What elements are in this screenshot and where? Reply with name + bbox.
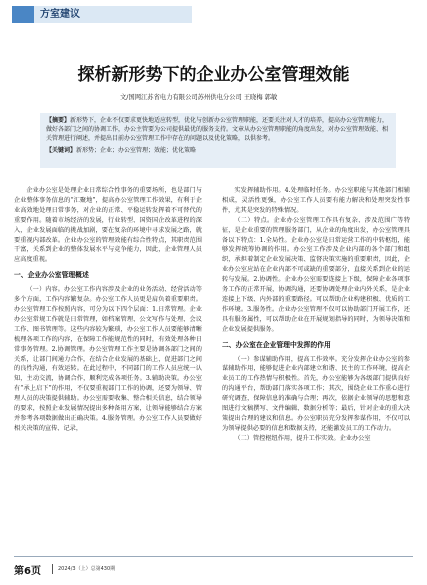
left-column — [14, 186, 202, 434]
keywords-text: 新形势；企业；办公室管理；效能；优化策略 — [76, 147, 197, 154]
abstract — [46, 116, 390, 143]
keywords-label: 【关键词】 — [46, 147, 77, 154]
article-title: 探析新形势下的企业办公室管理效能 — [77, 65, 350, 85]
article-authors: 文/国网江苏省电力有限公司苏州供电分公司 王晓梅 郭敏 — [120, 94, 278, 101]
right-column — [222, 186, 410, 444]
section-tag — [12, 6, 192, 23]
paragraph: （一）内容。办公室工作内容涉及企业的业务活动、经营活动等多个方面，工作内容繁复杂。办公室工作人员更是肩负着重要职责。办公室管理工作按照内容，可分为以下四个层面：1.日常管理。企业办公室常规工作就是日常管理，如档案管理、公文写作与处理、会议工作、图书管理等。这些内容较为繁琐，办公室工作人员要能够清晰梳理各项工作的内容，在保障工作能规范性的同时，有效处理各种日常事务管理。2.协调管理。办公室管理工作主要是协调各部门之间的关系，让部门间通力合作，在结合企业发展的基础上，促进部门之间的良性沟通，有效运转。在此过程中，不同部门的工作人员应统一认知，主动交流，协调合作，顺利完成各项任务。3.辅助决策。办公室有“承上启下”的作用，不仅要重视部门工作的协调，还要为领导、管理人员的决策提供辅助。办公室需要收集、整合相关信息，结合领导的要求，按照企业发展情况提出多种备用方案，让领导能够结合方案并参考各项数据做出正确决策。4.服务管理。办公室工作人员要做好相关决策的宣传、记录， — [14, 286, 202, 432]
paragraph: （二）管控枢纽作用，提升工作实效。企业办公室 — [234, 434, 371, 442]
section-heading: 一、企业办公室管理概述 — [14, 271, 89, 280]
abstract-text: 新形势下，企业不仅要求更快地适应转型，优化与创新办公室管理职能，还要关注对人才的培养，提高办公室管理能力，做好各部门之间的协调工作，办公主管要为公司提供最优的服务支持。文章从办公室管理职能的角度出发，对办公室管理效能、相关管理进行阐述，并提出目前办公室管理工作中存在的问题以及优化策略，以供参考。 — [46, 117, 389, 142]
section-heading: 二、办公室在企业管理中发挥的作用 — [222, 340, 331, 349]
paragraph: （二）特点。企业办公室管理工作具有复杂、涉及范围广等特征，是企业重要的管理服务部门，从企业的角度出发，办公室管理具备以下特点：1.全局性。企业办公室是日常运营工作的中转枢纽，能够发挥统筹协调的作用。办公室工作涉及企业内部的各个部门和组织，承担着制定企业发展决策、监督决策实施的重要职责，因此，企业办公室应站在企业内部不可或缺的重要部分，直接关系到企业的运转与发展。2.协调性。企业办公室需要连接上下级，保障企业各项事务工作的正常开展，协调沟通，还要协调处理企业内外关系，是企业连接上下级、内外部的重要路径。可以帮助企业构建积极、优质的工作环境。3.服务性。企业办公室管理不仅可以协助部门开展工作，还具有服务属性，可以帮助企业在开展规划指导的同时，为领导决策和企业发展提供服务。 — [222, 216, 410, 333]
page-number: 第6页 — [14, 566, 41, 577]
abstract-box — [40, 113, 396, 168]
footer-divider — [14, 556, 413, 557]
footer-separator — [52, 564, 53, 574]
abstract-label: 【摘要】 — [46, 117, 71, 124]
paragraph: （一）参谋辅助作用，提高工作效率。充分发挥企业办公室的参谋辅助作用，能够促进企业内部建立和谐、民主的工作环境，提高企业员工的工作热情与积极性。首先，办公室能够为各级部门提供良好的沟通平台，帮助部门落实各项工作；其次，围绕企业工作重心进行研究调查，保障信息的准确与合理；再次，依据企业领导的思想和意图进行文稿撰写、文件编辑、数据分析等；最后，针对企业的重大决策提出合理的建议和信息。办公室职员充分发挥参谋作用，不仅可以为领导提供必要的信息和数据支持，还能激发员工的工作动力。 — [222, 355, 410, 432]
page-footer — [0, 559, 427, 585]
section-tag-label: 方室建议 — [40, 9, 80, 20]
keywords — [46, 146, 390, 155]
paragraph: 实发挥辅助作用。4.处理临时任务。办公室职能与其他部门相辅相成，灵活性更强，办公室工作人员要有能力解决和处理突发性事件，尤其是突发的特殊情况。 — [222, 187, 410, 214]
paragraph: 企业办公室是处理企业日常综合性事务的重要场所，也是部门与企业整体事务信息的“汇聚地”，提高办公室管理工作效果，有利于企业高效地处理日常事务，对企业的正常、平稳运转发挥着不可替代的重要作用。随着市场经济的发展，行业转型、国资国企改革进程的深入，企业发展面临的挑战加剧，要在复杂的环境中寻求发展之路，就要重视内部改革。企业办公室的管理效能有综合性特点，其职责范围干富，关系到企业的整体发展水平与竞争能力，因此，企业管理人员应高度重视。 — [14, 187, 202, 264]
issue-info: 2024/3（上）总第430期 — [58, 566, 116, 572]
